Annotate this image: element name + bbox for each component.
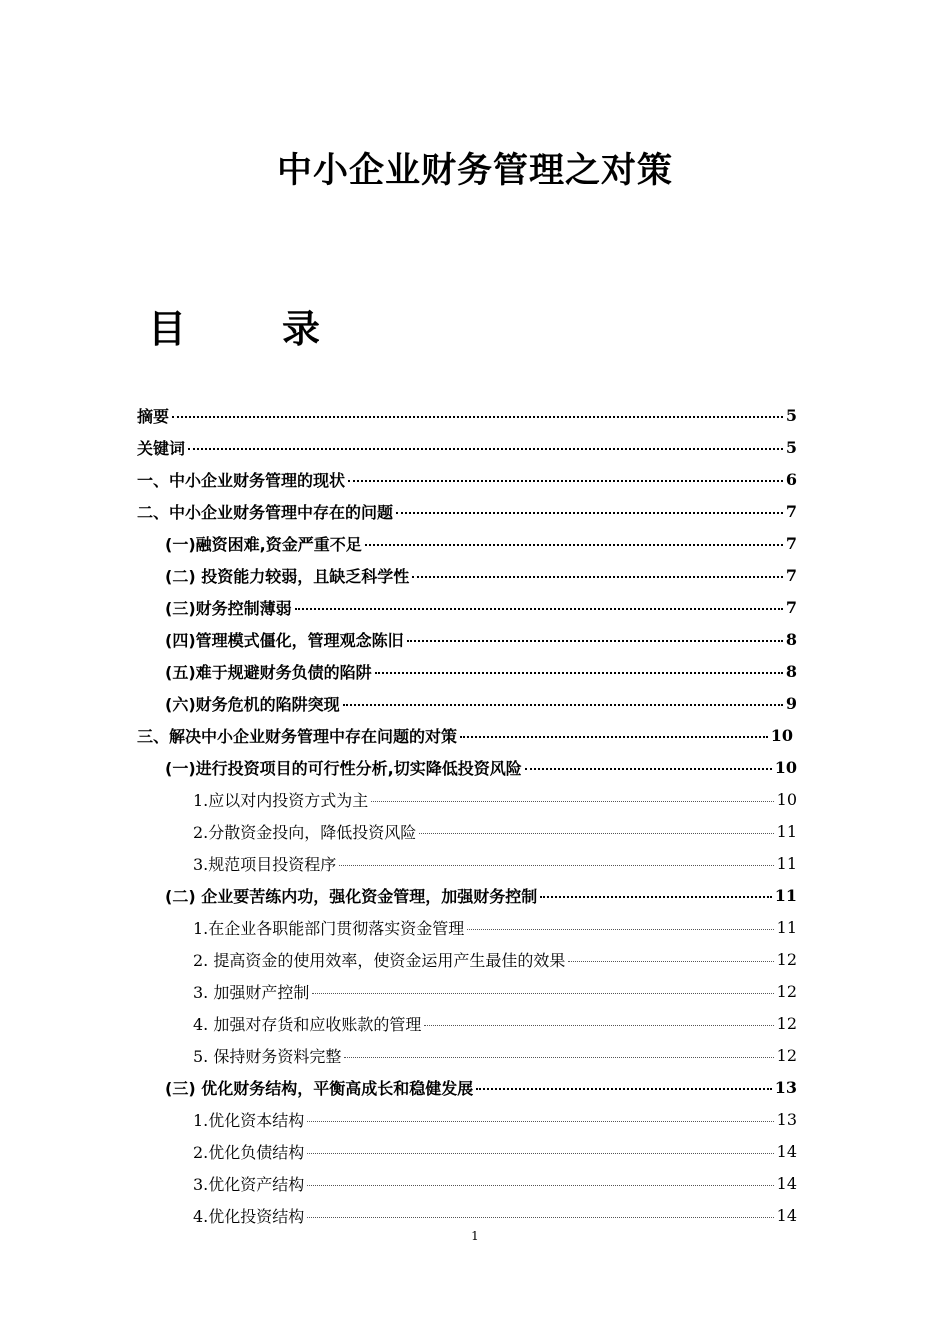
toc-entry[interactable]: (二) 企业要苦练内功，强化资金管理，加强财务控制 11 [165,885,797,906]
toc-heading-right: 录 [282,307,321,351]
toc-entry[interactable]: (三)财务控制薄弱 7 [165,597,797,618]
toc-entry[interactable]: 三、解决中小企业财务管理中存在问题的对策 10 [137,725,793,746]
toc-entry[interactable]: 2. 提高资金的使用效率，使资金运用产生最佳的效果 12 [193,949,797,970]
toc-entry[interactable]: (一)融资困难,资金严重不足 7 [165,533,797,554]
toc-entry[interactable]: 1.优化资本结构 13 [193,1109,797,1130]
toc-entry[interactable]: 摘要 5 [137,405,797,426]
toc-entry[interactable]: (二) 投资能力较弱，且缺乏科学性 7 [165,565,797,586]
toc-heading [148,298,320,353]
toc-entry[interactable]: (六)财务危机的陷阱突现 9 [165,693,797,714]
toc-entry[interactable]: 1.在企业各职能部门贯彻落实资金管理 11 [193,917,797,938]
toc-entry[interactable]: 3.规范项目投资程序 11 [193,853,797,874]
toc-entry[interactable]: 4. 加强对存货和应收账款的管理 12 [193,1013,797,1034]
toc-entry[interactable]: (五)难于规避财务负债的陷阱 8 [165,661,797,682]
toc-entry[interactable]: 3. 加强财产控制 12 [193,981,797,1002]
toc-entry[interactable]: 一、中小企业财务管理的现状 6 [137,469,797,490]
toc-entry[interactable]: 2.分散资金投向，降低投资风险 11 [193,821,797,842]
toc-entry[interactable]: 4.优化投资结构 14 [193,1205,797,1226]
toc-entry[interactable]: 关键词 5 [137,437,797,458]
document-title: 中小企业财务管理之对策 [276,151,673,191]
toc-entry[interactable]: 5. 保持财务资料完整 12 [193,1045,797,1066]
toc-heading-left: 目 [148,307,187,351]
toc-entry[interactable]: 二、中小企业财务管理中存在的问题 7 [137,501,797,522]
toc-entry[interactable]: (四)管理模式僵化，管理观念陈旧 8 [165,629,797,650]
page-number: 1 [471,1229,479,1243]
toc-entry[interactable]: 1.应以对内投资方式为主 10 [193,789,797,810]
toc-entry[interactable]: (三) 优化财务结构，平衡高成长和稳健发展 13 [165,1077,797,1098]
toc-entry[interactable]: (一)进行投资项目的可行性分析,切实降低投资风险 10 [165,757,797,778]
toc-entry[interactable]: 2.优化负债结构 14 [193,1141,797,1162]
toc-entry[interactable]: 3.优化资产结构 14 [193,1173,797,1194]
